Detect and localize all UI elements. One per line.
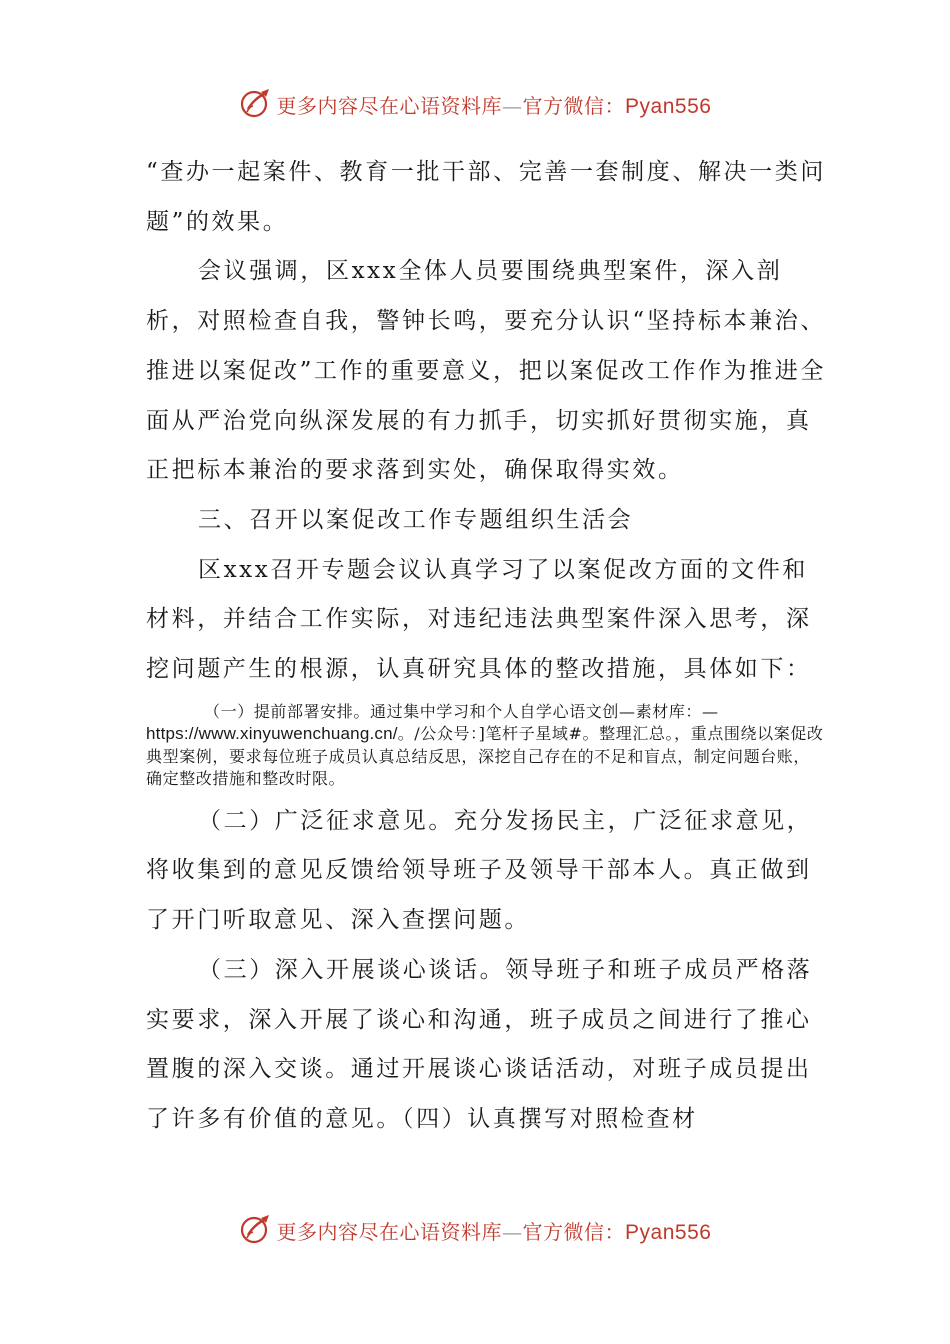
pen-logo-icon	[239, 87, 273, 121]
paragraph-4-part-a: （一）提前部署安排。通过集中学习和个人自学心语文创—素材库：—	[204, 701, 719, 721]
header-banner	[0, 84, 950, 124]
paragraph-5: （二）广泛征求意见。充分发扬民主，广泛征求意见，将收集到的意见反馈给领导班子及领导干部本人。真正做到了开门听取意见、深入查摆问题。	[146, 807, 813, 934]
paragraph-2: 会议强调，区xxx全体人员要围绕典型案件，深入剖析，对照检查自我，警钟长鸣，要充分认识“坚持标本兼治、推进以案促改”工作的重要意义，把以案促改工作作为推进全面从严治党向纵深发展的有力抓手，切实抓好贯彻实施，真正把标本兼治的要求落到实处，确保取得实效。	[146, 258, 826, 484]
paragraph-4-small	[146, 701, 826, 791]
banner-dash: —	[502, 93, 523, 118]
paragraph-4-part-b: 。/公众号：]笔杆子星域#。整理汇总。，重点围绕以案促改典型案例，要求每位班子成员认真总结反思，深挖自己存在的不足和盲点，制定问题台账，确定整改措施和整改时限。	[146, 724, 824, 789]
footer-banner	[0, 1210, 950, 1250]
paragraph-4-url: https://www.xinyuwenchuang.cn/	[146, 724, 398, 744]
document-body	[146, 148, 826, 1145]
banner-id: Pyan556	[625, 1220, 712, 1244]
section-heading-3: 三、召开以案促改工作专题组织生活会	[198, 506, 634, 533]
pen-logo-icon	[239, 1213, 273, 1247]
banner-dash: —	[502, 1219, 523, 1244]
paragraph-6: （三）深入开展谈心谈话。领导班子和班子成员严格落实要求，深入开展了谈心和沟通，班子成员之间进行了推心置腹的深入交谈。通过开展谈心谈话活动，对班子成员提出了许多有价值的意见。（四）认真撰写对照检查材	[146, 956, 813, 1132]
paragraph-3: 区xxx召开专题会议认真学习了以案促改方面的文件和材料，并结合工作实际，对违纪违法典型案件深入思考，深挖问题产生的根源，认真研究具体的整改措施，具体如下：	[146, 556, 812, 683]
banner-label: 官方微信：	[522, 1219, 626, 1244]
banner-id: Pyan556	[625, 94, 712, 118]
banner-label: 官方微信：	[522, 93, 626, 118]
banner-main: 更多内容尽在心语资料库	[276, 1219, 503, 1244]
banner-text	[277, 90, 712, 119]
banner-text	[277, 1216, 712, 1245]
banner-main: 更多内容尽在心语资料库	[276, 93, 503, 118]
paragraph-1: “查办一起案件、教育一批干部、完善一套制度、解决一类问题”的效果。	[146, 159, 826, 235]
